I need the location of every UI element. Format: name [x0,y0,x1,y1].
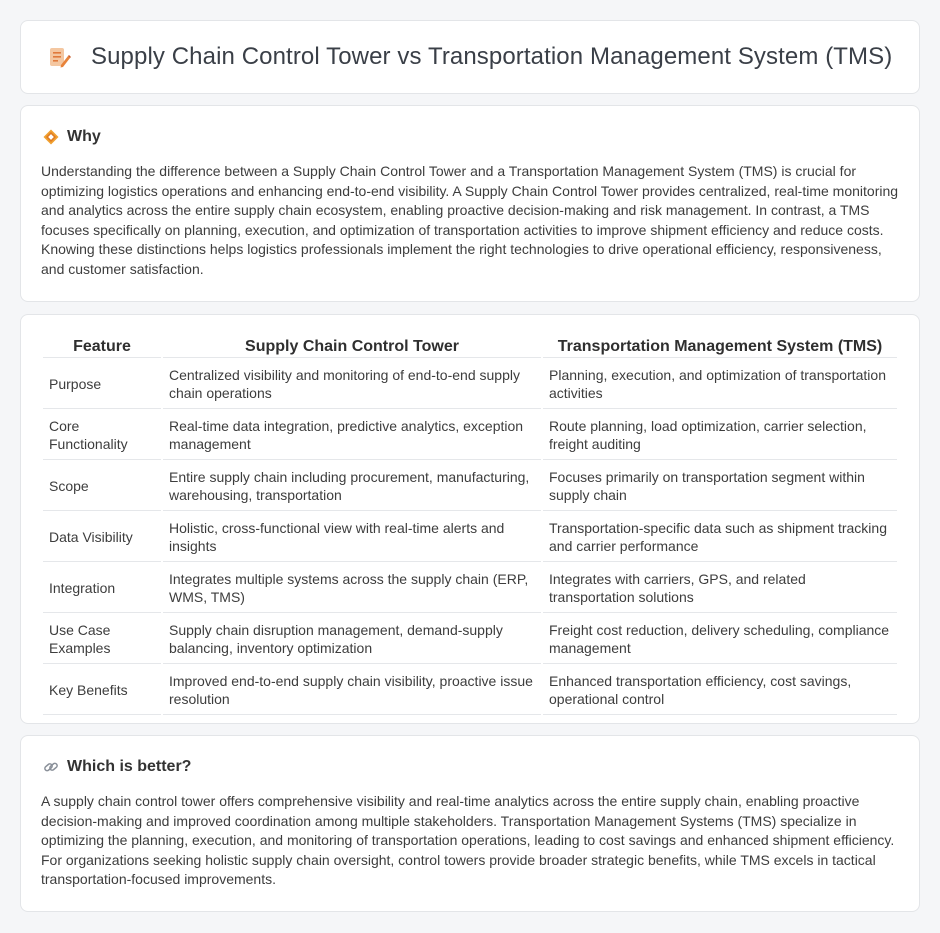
feature-cell: Use Case Examples [43,615,161,664]
diamond-sign-icon [43,129,59,145]
table-row [43,666,897,715]
table-header-row [43,337,897,358]
better-heading [43,756,899,778]
title-card [20,20,920,94]
feature-cell: Purpose [43,360,161,409]
link-icon [43,759,59,775]
table-row [43,411,897,460]
tms-cell: Transportation-specific data such as shipment tracking and carrier performance [543,513,897,562]
feature-cell: Key Benefits [43,666,161,715]
comparison-table [41,335,899,717]
header-control-tower: Supply Chain Control Tower [163,337,541,358]
control-tower-cell: Integrates multiple systems across the supply chain (ERP, WMS, TMS) [163,564,541,613]
tms-cell: Freight cost reduction, delivery scheduling, compliance management [543,615,897,664]
table-row [43,615,897,664]
better-text: A supply chain control tower offers comprehensive visibility and real-time analytics across the entire supply chain, enabling proactive decision-making and improved coordination among multiple stakeholders. Transportation Management Systems (TMS) specialize in optimizing the planning, execution, and monitoring of transportation operations, leading to cost savings and enhanced shipment efficiency. For organizations seeking holistic supply chain oversight, control towers provide broader strategic benefits, while TMS excels in tactical transportation-focused improvements. [41,793,895,887]
why-section [20,105,920,302]
feature-cell: Core Functionality [43,411,161,460]
feature-cell: Data Visibility [43,513,161,562]
header-tms: Transportation Management System (TMS) [543,337,897,358]
control-tower-cell: Centralized visibility and monitoring of end-to-end supply chain operations [163,360,541,409]
table-row [43,462,897,511]
tms-cell: Enhanced transportation efficiency, cost savings, operational control [543,666,897,715]
tms-cell: Planning, execution, and optimization of transportation activities [543,360,897,409]
feature-cell: Integration [43,564,161,613]
comparison-section [20,314,920,724]
why-heading-label: Why [67,128,101,145]
tms-cell: Route planning, load optimization, carrier selection, freight auditing [543,411,897,460]
control-tower-cell: Real-time data integration, predictive analytics, exception management [163,411,541,460]
why-text: Understanding the difference between a Supply Chain Control Tower and a Transportation Management System (TMS) is crucial for optimizing logistics operations and enhancing end-to-end visibility. A Supply Chain Control Tower provides centralized, real-time monitoring and analytics across the entire supply chain ecosystem, enabling proactive decision-making and risk management. In contrast, a TMS focuses specifically on planning, execution, and optimization of transportation activities to improve shipment efficiency and reduce costs. Knowing these distinctions helps logistics professionals implement the right technologies to drive operational efficiency, responsiveness, and customer satisfaction. [41,163,899,277]
control-tower-cell: Improved end-to-end supply chain visibility, proactive issue resolution [163,666,541,715]
control-tower-cell: Supply chain disruption management, demand-supply balancing, inventory optimization [163,615,541,664]
which-is-better-section [20,735,920,912]
table-row [43,513,897,562]
control-tower-cell: Holistic, cross-functional view with real-time alerts and insights [163,513,541,562]
tms-cell: Integrates with carriers, GPS, and related transportation solutions [543,564,897,613]
feature-cell: Scope [43,462,161,511]
page-title: Supply Chain Control Tower vs Transportation Management System (TMS) [91,43,893,70]
better-heading-label: Which is better? [67,758,192,775]
control-tower-cell: Entire supply chain including procurement, manufacturing, warehousing, transportation [163,462,541,511]
why-heading [43,126,899,148]
header-feature: Feature [43,337,161,358]
table-row [43,564,897,613]
tms-cell: Focuses primarily on transportation segment within supply chain [543,462,897,511]
table-row [43,360,897,409]
document-pencil-icon [47,45,71,69]
